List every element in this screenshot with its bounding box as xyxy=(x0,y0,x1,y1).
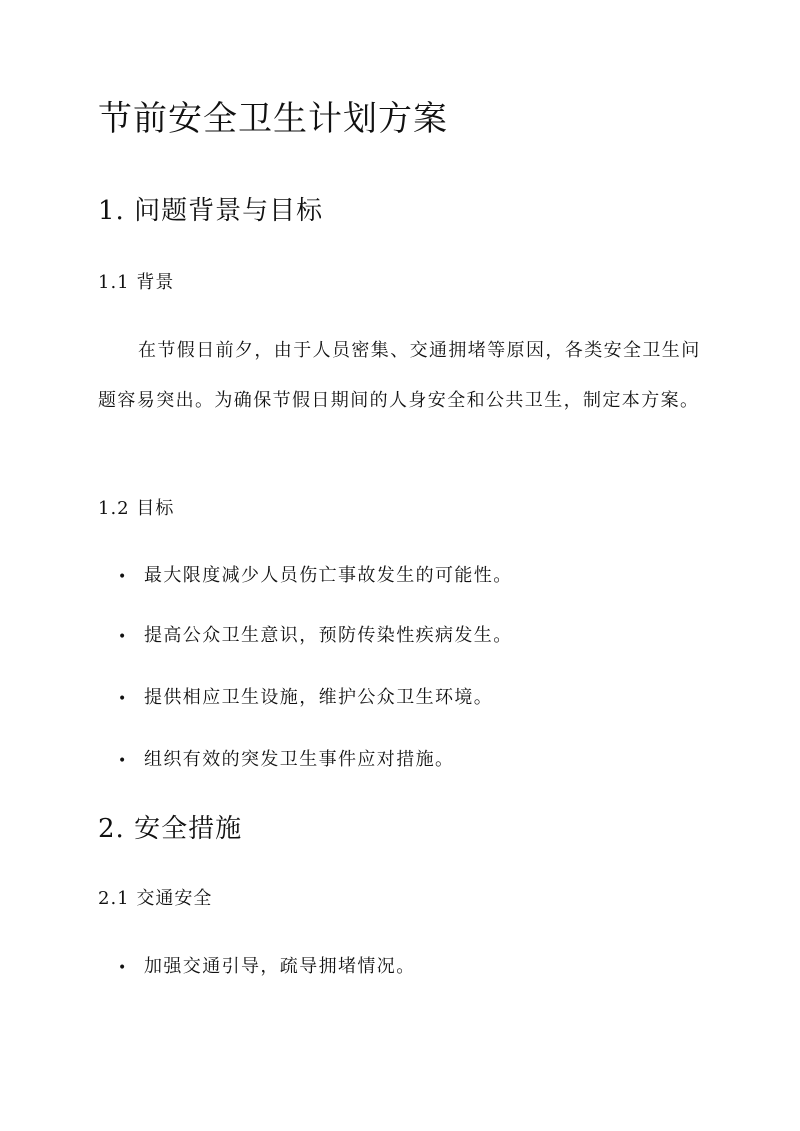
list-item-text: 提供相应卫生设施，维护公众卫生环境。 xyxy=(144,687,494,708)
list-item xyxy=(118,953,416,982)
list-item-text: 最大限度减少人员伤亡事故发生的可能性。 xyxy=(144,565,513,586)
subsection-heading-2-1: 2.1 交通安全 xyxy=(98,888,213,909)
subsection-heading-1-2: 1.2 目标 xyxy=(98,498,175,519)
bullet-icon: • xyxy=(118,569,128,585)
list-item xyxy=(118,622,513,651)
bullet-icon: • xyxy=(118,629,128,645)
list-item xyxy=(118,562,513,591)
list-item-text: 加强交通引导，疏导拥堵情况。 xyxy=(144,956,416,977)
list-item-text: 提高公众卫生意识，预防传染性疾病发生。 xyxy=(144,625,513,646)
subsection-heading-1-1: 1.1 背景 xyxy=(98,272,175,293)
list-item xyxy=(118,684,493,713)
section-heading-2: 2. 安全措施 xyxy=(98,814,243,844)
list-item-text: 组织有效的突发卫生事件应对措施。 xyxy=(144,749,455,770)
bullet-icon: • xyxy=(118,960,128,976)
document-title: 节前安全卫生计划方案 xyxy=(98,99,448,139)
section-heading-1: 1. 问题背景与目标 xyxy=(98,196,324,226)
background-paragraph: 在节假日前夕，由于人员密集、交通拥堵等原因，各类安全卫生问题容易突出。为确保节假日期间的人身安全和公共卫生，制定本方案。 xyxy=(98,340,701,411)
bullet-icon: • xyxy=(118,691,128,707)
list-item xyxy=(118,746,454,775)
bullet-icon: • xyxy=(118,753,128,769)
